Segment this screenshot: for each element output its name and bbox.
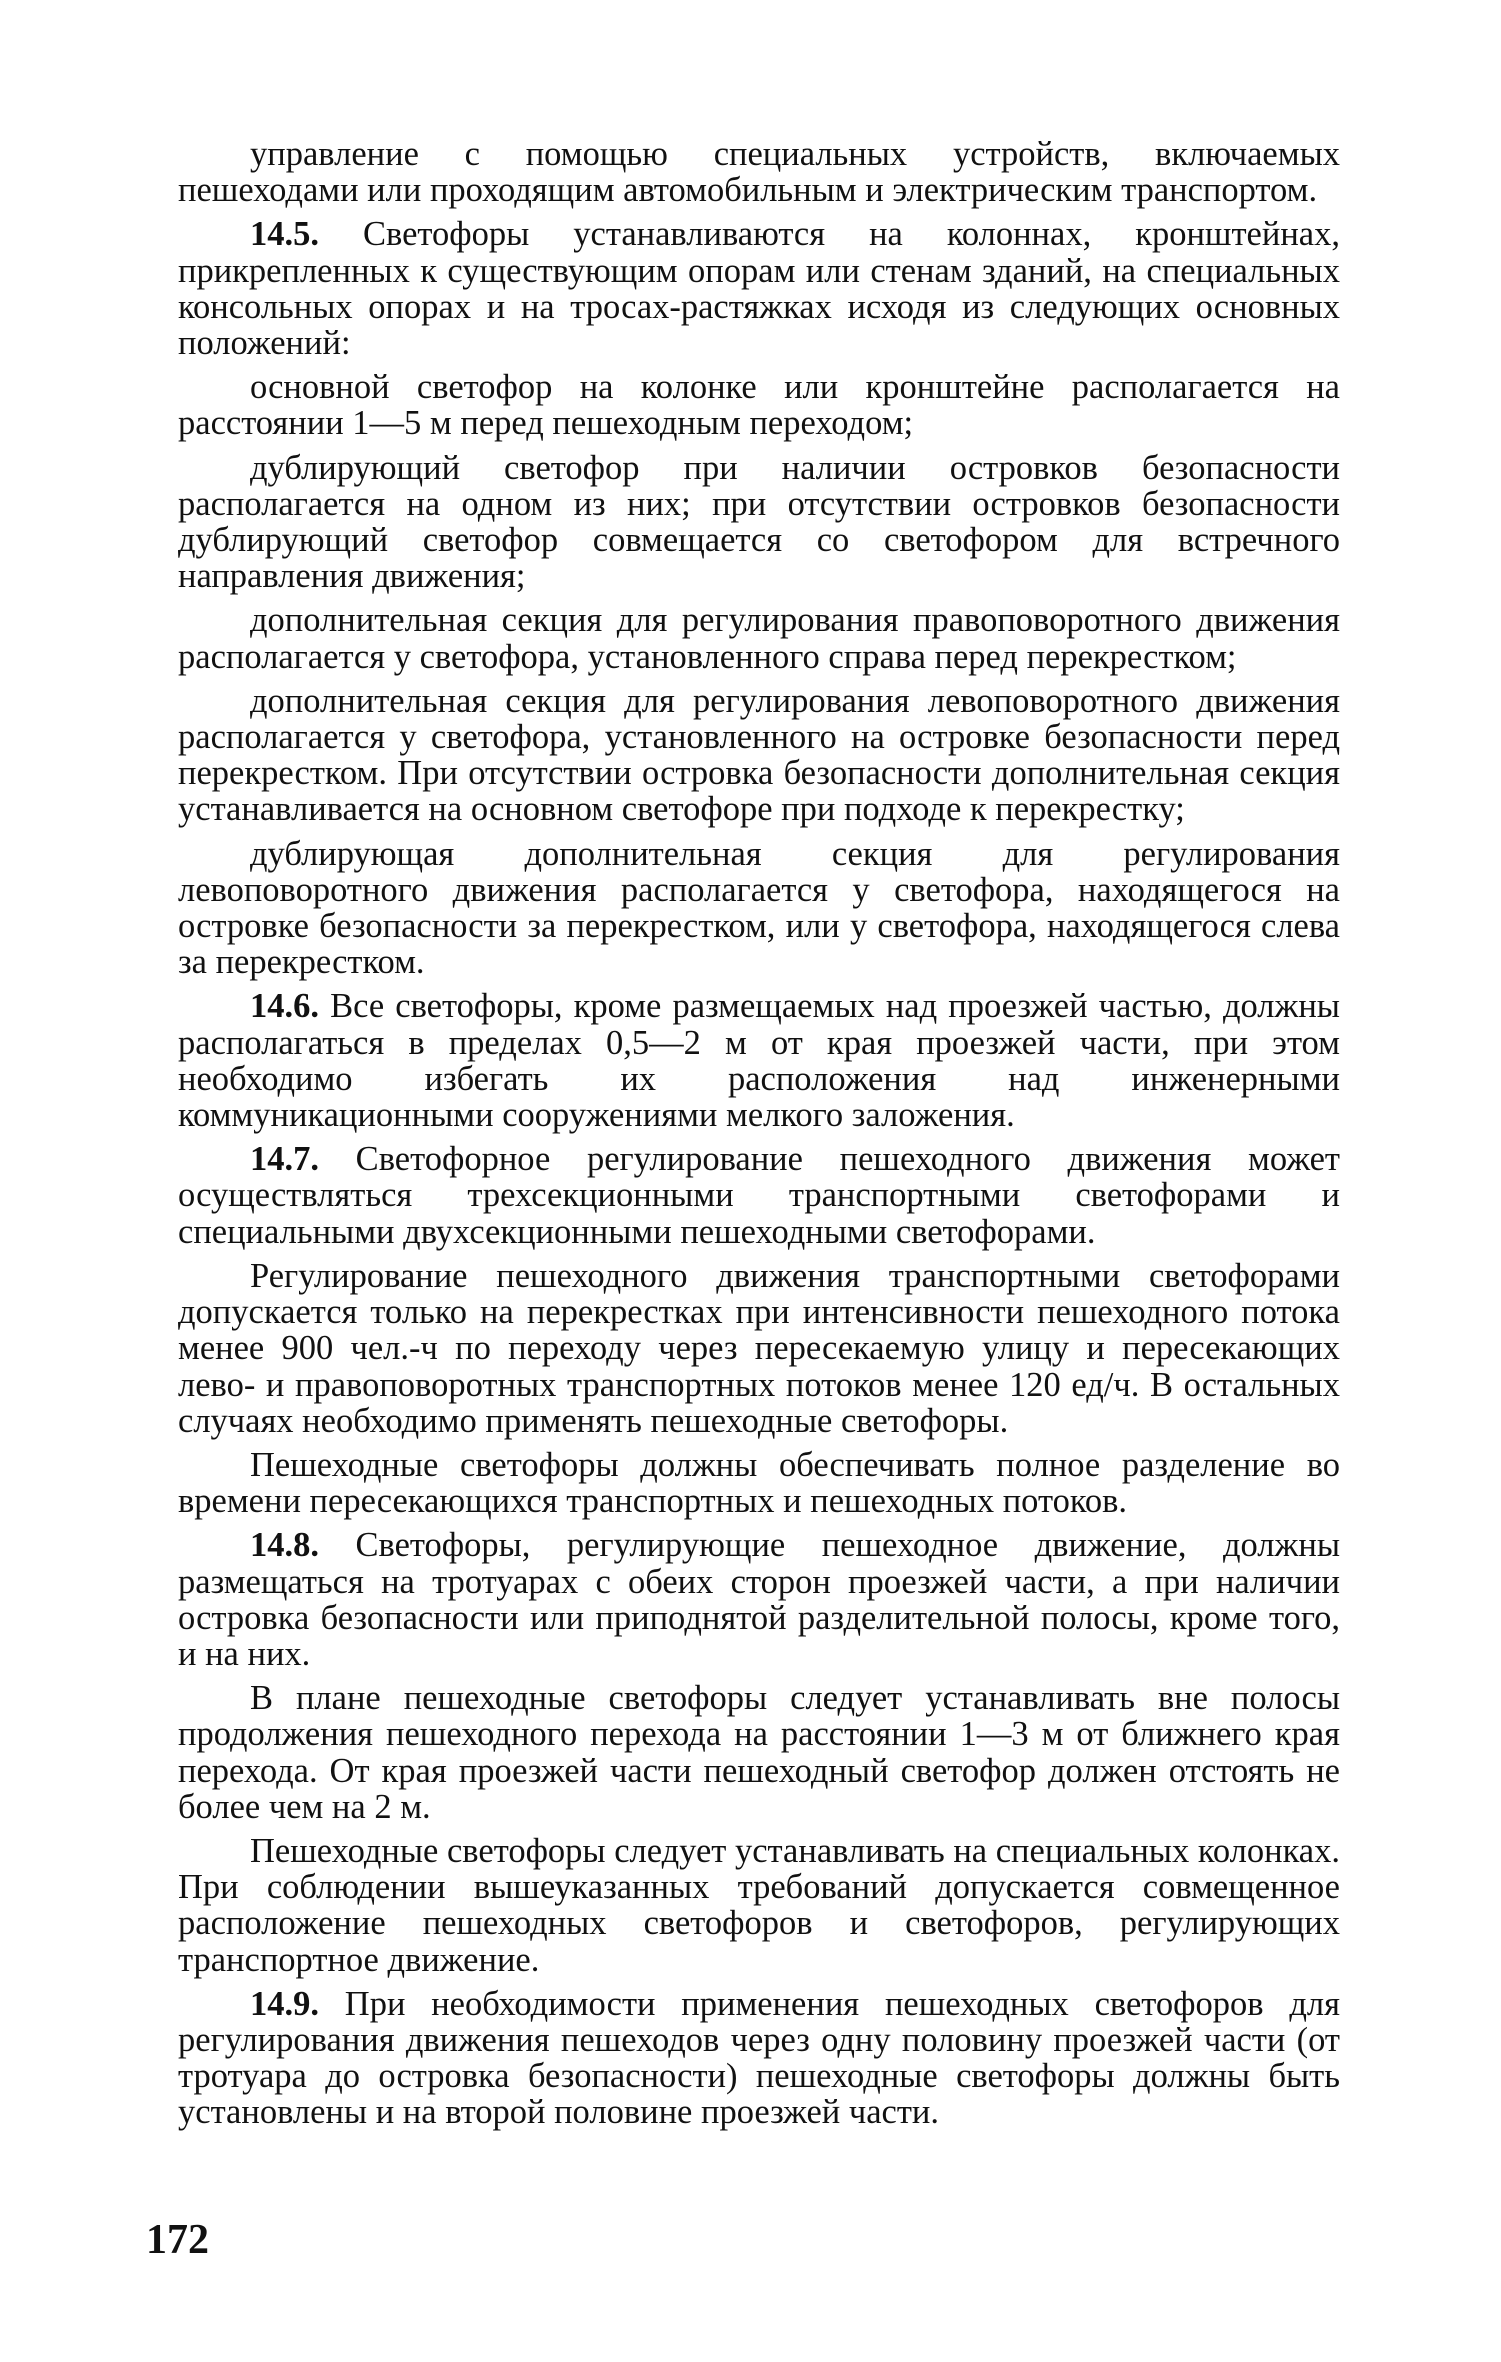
paragraph-text: дублирующая дополнительная секция для регулирования левоповоротного движения располагается у светофора, находящегося на островке безопасности за перекрестком, или у светофора, находящегося слева за перекрестком. [178,834,1340,982]
paragraph-text: Регулирование пешеходного движения транспортными светофорами допускается только на перекрестках при интенсивности пешеходного потока менее 900 чел.-ч по переходу через пересекаемую улицу и пересекающих лево- и правоповоротных транспортных потоков менее 120 ед/ч. В остальных случаях необходимо применять пешеходные светофоры. [178,1256,1340,1440]
paragraph [178,1986,1340,2131]
paragraph-text: дублирующий светофор при наличии островков безопасности располагается на одном из них; при отсутствии островков безопасности дублирующий светофор совмещается со светофором для встречного направления движения; [178,448,1340,596]
paragraph [178,1141,1340,1250]
paragraph [178,216,1340,361]
paragraph [178,136,1340,208]
paragraph-text: Светофорное регулирование пешеходного движения может осуществляться трехсекционными транспортными светофорами и специальными двухсекционными пешеходными светофорами. [178,1140,1340,1251]
clause-number: 14.8. [250,1526,319,1565]
paragraph [178,450,1340,595]
clause-number: 14.9. [250,1984,319,2023]
page-body [178,136,1340,2139]
paragraph [178,1527,1340,1672]
clause-number: 14.7. [250,1140,319,1179]
paragraph-text: При необходимости применения пешеходных светофоров для регулирования движения пешеходов через одну половину проезжей части (от тротуара до островка безопасности) пешеходные светофоры должны быть установлены и на второй половине проезжей части. [178,1984,1340,2132]
paragraph-text: Светофоры устанавливаются на колоннах, кронштейнах, прикрепленных к существующим опорам или стенам зданий, на специальных консольных опорах и на тросах-растяжках исходя из следующих основных положений: [178,215,1340,363]
clause-number: 14.6. [250,987,319,1026]
page-number: 172 [146,2217,209,2263]
clause-number: 14.5. [250,215,319,254]
paragraph [178,369,1340,441]
paragraph-text: Пешеходные светофоры должны обеспечивать полное разделение во времени пересекающихся транспортных и пешеходных потоков. [178,1445,1340,1521]
paragraph [178,1833,1340,1978]
paragraph-text: дополнительная секция для регулирования левоповоротного движения располагается у светофора, установленного на островке безопасности перед перекрестком. При отсутствии островка безопасности дополнительная секция устанавливается на основном светофоре при подходе к перекрестку; [178,681,1340,829]
paragraph [178,1258,1340,1439]
paragraph-text: дополнительная секция для регулирования правоповоротного движения располагается у светофора, установленного справа перед перекрестком; [178,601,1340,676]
paragraph-text: управление с помощью специальных устройств, включаемых пешеходами или проходящим автомобильным и электрическим транспортом. [178,135,1340,210]
paragraph-text: основной светофор на колонке или кронштейне располагается на расстоянии 1—5 м перед пешеходным переходом; [178,368,1340,443]
paragraph-text: Светофоры, регулирующие пешеходное движение, должны размещаться на тротуарах с обеих сторон проезжей части, а при наличии островка безопасности или приподнятой разделительной полосы, кроме того, и на них. [178,1526,1340,1673]
paragraph-text: Все светофоры, кроме размещаемых над проезжей частью, должны располагаться в пределах 0,5—2 м от края проезжей части, при этом необходимо избегать их расположения над инженерными коммуникационными сооружениями мелкого заложения. [178,987,1340,1135]
paragraph [178,1680,1340,1825]
paragraph [178,1447,1340,1519]
paragraph-text: В плане пешеходные светофоры следует устанавливать вне полосы продолжения пешеходного перехода на расстоянии 1—3 м от ближнего края перехода. От края проезжей части пешеходный светофор должен отстоять не более чем на 2 м. [178,1679,1340,1826]
paragraph [178,602,1340,674]
paragraph-text: Пешеходные светофоры следует устанавливать на специальных колонках. При соблюдении вышеуказанных требований допускается совмещенное расположение пешеходных светофоров и светофоров, регулирующих транспортное движение. [178,1831,1340,1979]
paragraph [178,683,1340,828]
paragraph [178,988,1340,1133]
paragraph [178,836,1340,981]
